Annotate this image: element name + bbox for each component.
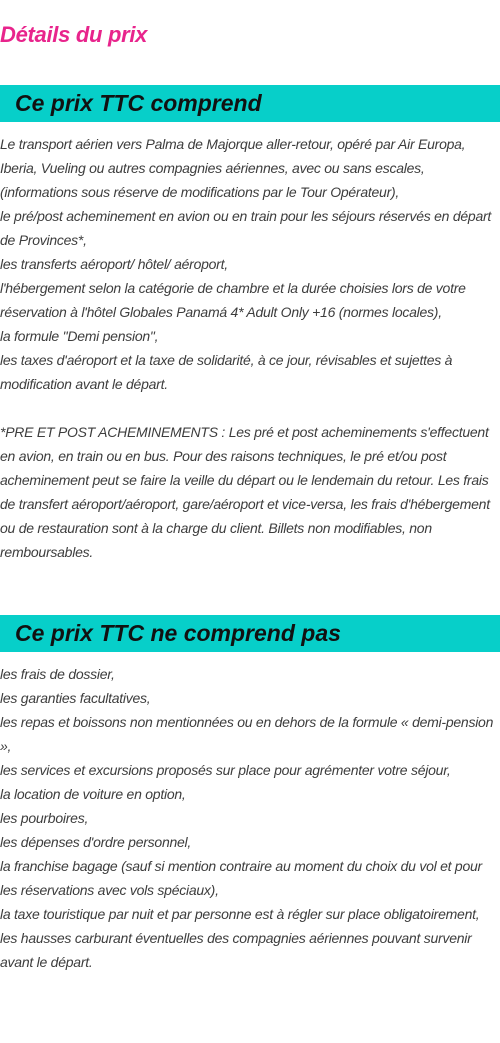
list-item: les repas et boissons non mentionnées ou en dehors de la formule « demi-pension »,	[0, 714, 494, 754]
list-item: les pourboires,	[0, 810, 89, 826]
page-title: Détails du prix	[0, 22, 148, 47]
list-item: les transferts aéroport/ hôtel/ aéroport,	[0, 256, 228, 272]
list-item: les taxes d'aéroport et la taxe de solidarité, à ce jour, révisables et sujettes à modification avant le départ.	[0, 352, 453, 392]
list-item: Le transport aérien vers Palma de Majorque aller-retour, opéré par Air Europa, Iberia, Vueling ou autres compagnies aériennes, avec ou sans escales, (informations sous réserve de modifications par le Tour Opérateur),	[0, 136, 466, 200]
list-item: la taxe touristique par nuit et par personne est à régler sur place obligatoirement,	[0, 906, 480, 922]
included-section	[0, 85, 500, 564]
acheminement-note: *PRE ET POST ACHEMINEMENTS : Les pré et post acheminements s'effectuent en avion, en train ou en bus. Pour des raisons techniques, le pré et/ou post acheminement peut se faire la veille du départ ou le lendemain du retour. Les frais de transfert aéroport/aéroport, gare/aéroport et vice-versa, les frais d'hébergement ou de restauration sont à la charge du client. Billets non modifiables, non remboursables.	[0, 424, 490, 560]
list-item: la franchise bagage (sauf si mention contraire au moment du choix du vol et pour les réservations avec vols spéciaux),	[0, 858, 482, 898]
list-item: la formule "Demi pension",	[0, 328, 159, 344]
list-item: les dépenses d'ordre personnel,	[0, 834, 192, 850]
list-item: la location de voiture en option,	[0, 786, 186, 802]
list-item: les garanties facultatives,	[0, 690, 151, 706]
list-item: les frais de dossier,	[0, 666, 115, 682]
excluded-list	[0, 662, 500, 974]
list-item: l'hébergement selon la catégorie de chambre et la durée choisies lors de votre réservation à l'hôtel Globales Panamá 4* Adult Only +16 (normes locales),	[0, 280, 466, 320]
included-list	[0, 132, 500, 396]
included-heading: Ce prix TTC comprend	[0, 85, 500, 122]
list-item: les hausses carburant éventuelles des compagnies aériennes pouvant survenir avant le départ.	[0, 930, 472, 970]
list-item: les services et excursions proposés sur place pour agrémenter votre séjour,	[0, 762, 451, 778]
list-item: le pré/post acheminement en avion ou en train pour les séjours réservés en départ de Provinces*,	[0, 208, 492, 248]
excluded-heading: Ce prix TTC ne comprend pas	[0, 615, 500, 652]
excluded-section	[0, 615, 500, 974]
